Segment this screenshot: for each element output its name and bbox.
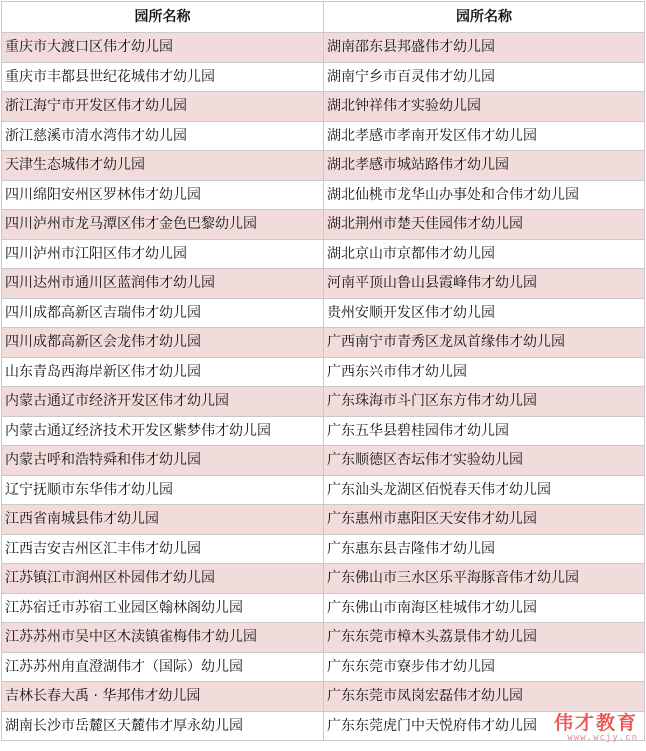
kindergarten-name-right: 广东佛山市南海区桂城伟才幼儿园 [324,593,645,623]
table-row [2,298,645,328]
table-header-row [2,2,645,33]
watermark-logo-text: 伟才教育 [553,712,638,734]
table-row [2,210,645,240]
kindergarten-name-right: 湖南邵东县邦盛伟才幼儿园 [324,33,645,63]
kindergarten-name-left: 内蒙古通辽经济技术开发区紫梦伟才幼儿园 [2,416,324,446]
kindergarten-name-left: 内蒙古通辽市经济开发区伟才幼儿园 [2,387,324,417]
column-header-left: 园所名称 [2,2,324,33]
kindergarten-name-left: 天津生态城伟才幼儿园 [2,151,324,181]
table-row [2,239,645,269]
table-row [2,416,645,446]
kindergarten-name-right: 广东惠州市惠阳区天安伟才幼儿园 [324,505,645,535]
kindergarten-name-left: 江苏镇江市润州区朴园伟才幼儿园 [2,564,324,594]
kindergarten-table-container [1,1,644,741]
kindergarten-name-left: 内蒙古呼和浩特舜和伟才幼儿园 [2,446,324,476]
kindergarten-name-right: 河南平顶山鲁山县霞峰伟才幼儿园 [324,269,645,299]
kindergarten-name-left: 四川达州市通川区蓝润伟才幼儿园 [2,269,324,299]
kindergarten-name-right: 广东佛山市三水区乐平海豚音伟才幼儿园 [324,564,645,594]
kindergarten-name-right: 广东东莞市樟木头荔景伟才幼儿园 [324,623,645,653]
table-row [2,475,645,505]
kindergarten-name-left: 山东青岛西海岸新区伟才幼儿园 [2,357,324,387]
kindergarten-name-right: 湖北荆州市楚天佳园伟才幼儿园 [324,210,645,240]
table-row [2,682,645,712]
kindergarten-name-left: 江苏苏州甪直澄湖伟才（国际）幼儿园 [2,652,324,682]
kindergarten-name-right: 湖北孝感市城站路伟才幼儿园 [324,151,645,181]
kindergarten-name-right: 广东珠海市斗门区东方伟才幼儿园 [324,387,645,417]
table-row [2,652,645,682]
kindergarten-name-right: 广东东莞市寮步伟才幼儿园 [324,652,645,682]
kindergarten-table [1,1,645,741]
kindergarten-name-left: 四川泸州市江阳区伟才幼儿园 [2,239,324,269]
kindergarten-name-left: 辽宁抚顺市东华伟才幼儿园 [2,475,324,505]
kindergarten-name-left: 重庆市大渡口区伟才幼儿园 [2,33,324,63]
kindergarten-name-left: 四川成都高新区会龙伟才幼儿园 [2,328,324,358]
table-body [2,33,645,741]
kindergarten-name-left: 重庆市丰都县世纪花城伟才幼儿园 [2,62,324,92]
watermark-url: www.wcjy.cn [567,733,638,743]
table-row [2,564,645,594]
kindergarten-name-right: 贵州安顺开发区伟才幼儿园 [324,298,645,328]
table-row [2,92,645,122]
kindergarten-name-right: 湖北仙桃市龙华山办事处和合伟才幼儿园 [324,180,645,210]
kindergarten-name-right: 广东惠东县吉隆伟才幼儿园 [324,534,645,564]
table-row [2,534,645,564]
kindergarten-name-right: 广西东兴市伟才幼儿园 [324,357,645,387]
kindergarten-name-left: 吉林长春大禹 · 华邦伟才幼儿园 [2,682,324,712]
kindergarten-name-right: 广东东莞虎门中天悦府伟才幼儿园 [324,711,645,741]
table-row [2,623,645,653]
table-row [2,593,645,623]
kindergarten-name-right: 广东汕头龙湖区佰悦春天伟才幼儿园 [324,475,645,505]
kindergarten-name-left: 江西省南城县伟才幼儿园 [2,505,324,535]
table-row [2,357,645,387]
table-row [2,446,645,476]
table-row [2,62,645,92]
table-row [2,387,645,417]
table-row [2,121,645,151]
table-row [2,711,645,741]
kindergarten-name-right: 广西南宁市青秀区龙凤首缘伟才幼儿园 [324,328,645,358]
kindergarten-name-right: 湖北京山市京都伟才幼儿园 [324,239,645,269]
kindergarten-name-left: 浙江海宁市开发区伟才幼儿园 [2,92,324,122]
kindergarten-name-left: 浙江慈溪市清水湾伟才幼儿园 [2,121,324,151]
kindergarten-name-right: 湖北钟祥伟才实验幼儿园 [324,92,645,122]
kindergarten-name-left: 湖南长沙市岳麓区天麓伟才厚永幼儿园 [2,711,324,741]
kindergarten-name-right: 湖南宁乡市百灵伟才幼儿园 [324,62,645,92]
kindergarten-name-left: 江西吉安吉州区汇丰伟才幼儿园 [2,534,324,564]
kindergarten-name-left: 四川泸州市龙马潭区伟才金色巴黎幼儿园 [2,210,324,240]
table-row [2,505,645,535]
kindergarten-name-left: 四川成都高新区吉瑞伟才幼儿园 [2,298,324,328]
table-row [2,151,645,181]
kindergarten-name-right: 湖北孝感市孝南开发区伟才幼儿园 [324,121,645,151]
table-row [2,33,645,63]
column-header-right: 园所名称 [324,2,645,33]
kindergarten-name-left: 四川绵阳安州区罗林伟才幼儿园 [2,180,324,210]
kindergarten-name-right: 广东东莞市凤岗宏磊伟才幼儿园 [324,682,645,712]
table-row [2,269,645,299]
table-row [2,328,645,358]
table-row [2,180,645,210]
kindergarten-name-left: 江苏宿迁市苏宿工业园区翰林阁幼儿园 [2,593,324,623]
kindergarten-name-right: 广东五华县碧桂园伟才幼儿园 [324,416,645,446]
kindergarten-name-right: 广东顺德区杏坛伟才实验幼儿园 [324,446,645,476]
kindergarten-name-left: 江苏苏州市吴中区木渎镇雀梅伟才幼儿园 [2,623,324,653]
